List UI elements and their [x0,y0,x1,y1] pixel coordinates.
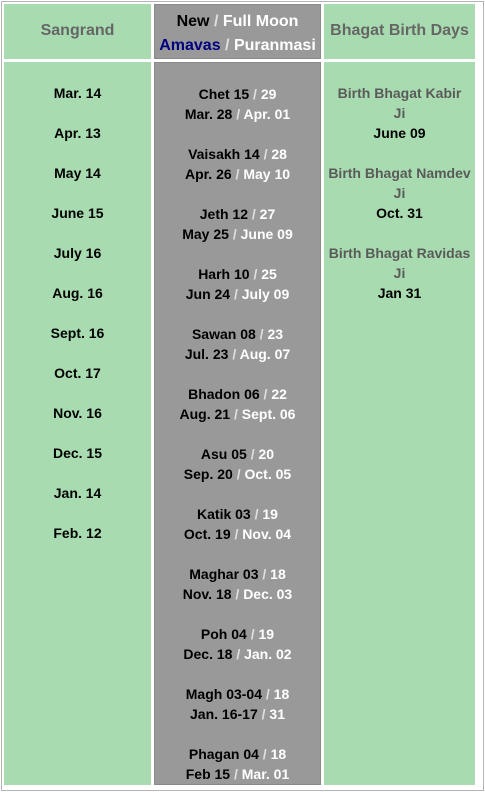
moon-date-line [155,706,320,722]
moon-date-line [155,586,320,602]
full-moon-day: 28 [271,146,287,162]
full-moon-day: 22 [271,386,287,402]
full-moon-date: 31 [269,706,285,722]
header-bhagat [324,4,475,59]
sangrand-date: Nov. 16 [53,405,102,421]
separator: / [251,206,256,222]
new-moon-date: Nov. 18 [182,586,232,602]
full-moon-date: Apr. 01 [243,106,291,122]
moon-date-line [155,526,320,542]
moon-month-line [155,746,320,762]
new-moon-date: May 25 [182,226,229,242]
sangrand-date: Dec. 15 [52,445,103,461]
separator: / [235,586,240,602]
full-moon-date: Dec. 03 [243,586,293,602]
new-moon-date: Apr. 26 [184,166,232,182]
full-moon-day: 29 [260,86,277,102]
new-moon-month: Vaisakh 14 [188,146,260,162]
sangrand-column [4,62,151,785]
moon-date-line [155,406,320,422]
separator: / [232,346,237,362]
moon-month-line [155,506,320,522]
separator: / [250,446,255,462]
full-moon-day: 18 [273,686,290,702]
new-moon-month: Poh 04 [200,626,247,642]
bhagat-birth-date: June 09 [373,125,426,141]
bhagat-birth-date: Jan 31 [377,285,422,301]
sangrand-date: Apr. 13 [54,125,101,141]
new-moon-date: Jul. 23 [184,346,229,362]
separator: / [236,106,241,122]
moon-date-line [155,346,320,362]
bhagat-name-suffix: Ji [393,265,406,281]
separator: / [233,286,238,302]
separator: / [254,506,259,522]
full-moon-day: 27 [259,206,276,222]
full-moon-date: May 10 [243,166,291,182]
moon-month-line [155,566,320,582]
header-puranmasi-label: Puranmasi [233,37,316,54]
full-moon-date: Oct. 05 [244,466,292,482]
sangrand-date: July 16 [53,245,102,261]
moon-month-line [155,446,320,462]
full-moon-date: June 09 [240,226,293,242]
header-separator: / [225,37,230,54]
header-moon-line2 [155,37,320,55]
moon-month-line [155,686,320,702]
separator: / [233,406,238,422]
new-moon-date: Jun 24 [185,286,231,302]
moon-date-line [155,646,320,662]
moon-date-line [155,766,320,782]
full-moon-date: July 09 [241,286,290,302]
separator: / [233,766,238,782]
separator: / [234,526,239,542]
header-moon-line1 [155,13,320,31]
separator: / [232,226,237,242]
moon-date-line [155,166,320,182]
new-moon-month: Maghar 03 [189,566,259,582]
full-moon-day: 18 [270,746,287,762]
separator: / [236,646,241,662]
sangrand-date: Mar. 14 [53,85,102,101]
new-moon-month: Katik 03 [197,506,251,522]
sangrand-date: Jan. 14 [53,485,102,501]
moon-date-line [155,226,320,242]
separator: / [253,266,258,282]
separator: / [250,626,255,642]
new-moon-date: Aug. 21 [179,406,231,422]
bhagat-name-suffix: Ji [393,105,406,121]
header-amavas-label: Amavas [159,37,221,54]
separator: / [259,326,264,342]
new-moon-date: Feb 15 [185,766,231,782]
separator: / [262,746,267,762]
new-moon-month: Magh 03-04 [185,686,262,702]
header-bhagat-label: Bhagat Birth Days [330,22,469,39]
bhagat-name: Birth Bhagat Ravidas [328,245,471,261]
moon-month-line [155,206,320,222]
header-separator: / [213,13,219,30]
full-moon-day: 19 [262,506,278,522]
bhagat-name-suffix: Ji [393,185,406,201]
moon-date-line [155,286,320,302]
full-moon-day: 19 [258,626,275,642]
new-moon-month: Jeth 12 [199,206,248,222]
full-moon-day: 25 [261,266,277,282]
new-moon-date: Jan. 16-17 [190,706,258,722]
new-moon-date: Dec. 18 [183,646,233,662]
moon-month-line [155,266,320,282]
full-moon-date: Mar. 01 [241,766,290,782]
moon-month-line [155,86,320,102]
bhagat-column [324,62,475,785]
header-sangrand [4,4,151,59]
separator: / [263,146,268,162]
full-moon-date: Nov. 04 [242,526,292,542]
header-new-label: New [176,13,210,30]
new-moon-month: Asu 05 [200,446,247,462]
moon-month-line [155,326,320,342]
header-full-moon-label: Full Moon [222,13,299,30]
separator: / [235,166,240,182]
sangrand-date: Feb. 12 [53,525,102,541]
new-moon-month: Chet 15 [198,86,250,102]
separator: / [236,466,241,482]
moon-column [154,62,321,785]
full-moon-day: 20 [258,446,275,462]
header-sangrand-label: Sangrand [40,22,115,39]
new-moon-month: Sawan 08 [191,326,256,342]
moon-month-line [155,386,320,402]
new-moon-date: Sep. 20 [183,466,233,482]
new-moon-date: Oct. 19 [183,526,231,542]
full-moon-date: Aug. 07 [239,346,291,362]
separator: / [261,706,266,722]
bhagat-birth-date: Oct. 31 [376,205,423,221]
header-moon [154,4,321,59]
new-moon-month: Phagan 04 [188,746,259,762]
separator: / [253,86,257,102]
new-moon-month: Bhadon 06 [188,386,260,402]
full-moon-day: 18 [270,566,286,582]
new-moon-date: Mar. 28 [184,106,233,122]
bhagat-name: Birth Bhagat Kabir [337,85,462,101]
full-moon-date: Sept. 06 [241,406,296,422]
moon-month-line [155,146,320,162]
new-moon-month: Harh 10 [198,266,250,282]
full-moon-date: Jan. 02 [244,646,292,662]
sangrand-date: June 15 [51,205,104,221]
separator: / [262,566,267,582]
sangrand-date: May 14 [54,165,101,181]
separator: / [265,686,270,702]
moon-date-line [155,466,320,482]
bhagat-name: Birth Bhagat Namdev [328,165,471,181]
separator: / [263,386,268,402]
full-moon-day: 23 [267,326,284,342]
sangrand-date: Sept. 16 [50,325,105,341]
sangrand-date: Aug. 16 [52,285,103,301]
sangrand-date: Oct. 17 [54,365,101,381]
moon-date-line [155,106,320,122]
moon-month-line [155,626,320,642]
